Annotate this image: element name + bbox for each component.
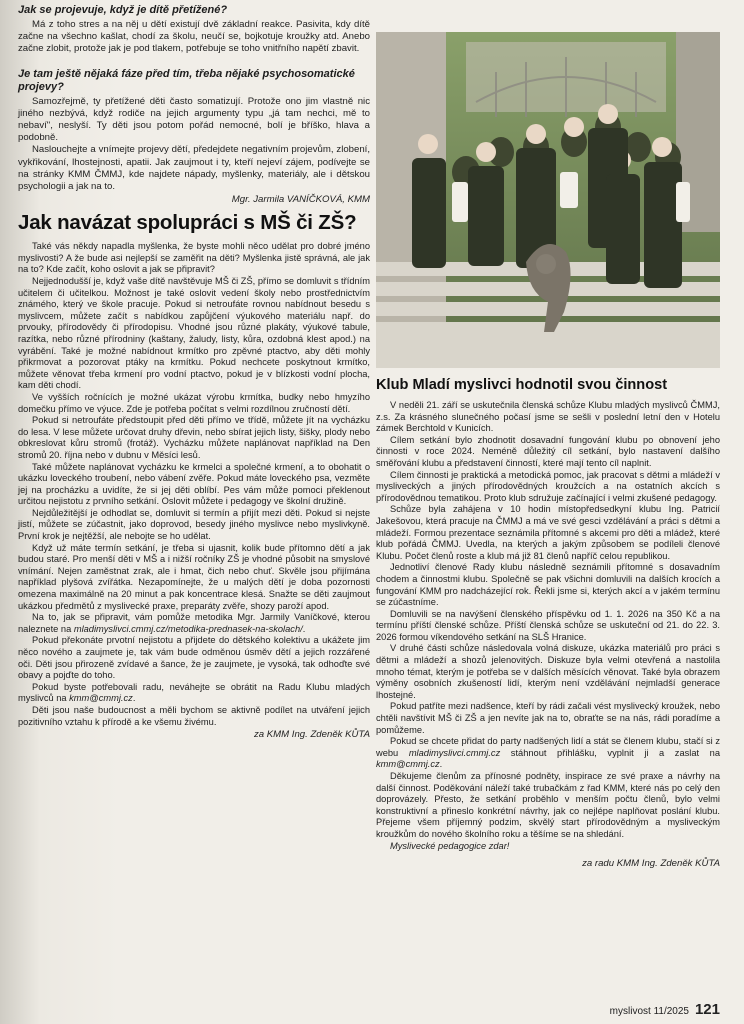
club-paragraph: Domluvili se na navýšení členského příspěvku od 1. 1. 2026 na 350 Kč a na termínu příští členské schůze. Příští členská schůze se uskuteční od 21. do 22. 3. 2026 formou víkendového setkání na SLŠ Hranice. <box>376 608 720 642</box>
club-paragraph: Cílem setkání bylo zhodnotit dosavadní fungování klubu po obnovení jeho činnosti v roce 2024. Neméně důležitý cíl setkání, bylo nastavení dalšího směřování klubu a představení činností, které mají tento cíl naplnit. <box>376 434 720 468</box>
page-number: 121 <box>694 1001 720 1018</box>
article-paragraph <box>18 612 370 635</box>
club-paragraph: Schůze byla zahájena v 10 hodin místopředsedkyní klubu Ing. Patricií Jakešovou, která pracuje na ČMMJ a má ve své gesci vzdělávání a práci s dětmi a mládeží. Formou prezentace seznámila přítomné s akcemi pro děti a mládež, které klub pořádá ČMMJ. Uvedla, na kterých a jakým způsobem se podíleli členové Klubu. Počet členů roste a klub má již 81 členů napříč celou republikou. <box>376 504 720 561</box>
left-column <box>18 0 370 1024</box>
methodology-link[interactable]: mladimyslivci.cmmj.cz/metodika-prednasek-na-skolach/ <box>73 623 303 634</box>
interview-signature: Mgr. Jarmila VANÍČKOVÁ, KMM <box>231 194 370 206</box>
club-closing: Myslivecké pedagogice zdar! <box>390 840 510 851</box>
interview-answer-3: Naslouchejte a vnímejte projevy dětí, předejdete negativním projevům, zlobení, vykřikování, lhostejnosti, apatii. Jak zaujmout i ty, kteří nejeví zájem, podívejte se na stránky KMM ČMMJ, kde najdete nápady, myšlenky, materiály, ale i dětskou psychologii a jak na to. <box>18 144 370 193</box>
text-run: stáhnout přihlášku, vyplnit ji a zaslat na <box>500 747 720 758</box>
club-paragraph: V neděli 21. září se uskutečnila členská schůze Klubu mladých myslivců ČMMJ, z.s. Za krásného slunečného počasí jsme se sešli v poslední letní den v Hotelu zámek Berchtold v Kunicích. <box>376 400 720 434</box>
club-paragraph: Jednotliví členové Rady klubu následně seznámili přítomné s dosavadním chodem a činnostmi klubu. Společně se pak všichni domluvili na dalších krocích a fungování KMM pro nadcházející rok. Řekli jsme si, kterých akcí a v jakém termínu se zúčastníme. <box>376 562 720 608</box>
interview-question-2: Je tam ještě nějaká fáze před tím, třeba nějaké psychosomatické projevy? <box>18 67 355 93</box>
group-photo-illustration <box>376 32 720 368</box>
website-link[interactable]: mladimyslivci.cmmj.cz <box>408 747 501 758</box>
group-photo <box>376 32 720 368</box>
text-run: Pokud byste potřebovali radu, neváhejte se obrátit na Radu Klubu mladých myslivců na <box>18 681 370 704</box>
article-paragraph: Děti jsou naše budoucnost a měli bychom se aktivně podílet na utváření jejich pozitivního vztahu k přírodě a ke všemu živému. <box>18 704 370 727</box>
club-paragraph: Pokud patříte mezi nadšence, kteří by rádi začali vést myslivecký kroužek, nebo chtěli navštívit MŠ či ZŠ a jen nevíte jak na to, obraťte se na nás, rádi poradíme a pomůžeme. <box>376 701 720 735</box>
text-run: Na to, jak se připravit, vám pomůže metodika Mgr. Jarmily Vaníčkové, kterou naleznete na <box>18 612 370 634</box>
club-paragraph: Cílem činnosti je praktická a metodická pomoc, jak pracovat s dětmi a mládeží v mysliveckých a jiných přírodovědných kroužcích a na ostatních akcích s přírodovědnou tematikou. Proto klub sdružuje začínající i velmi zkušené pedagogy. <box>376 469 720 503</box>
article-paragraph <box>18 682 370 705</box>
club-paragraph: Děkujeme členům za přínosné podněty, inspirace ze své praxe a návrhy na další činnost. Poděkování náleží také trubačkám z řad KMM, které nás po celý den doprovázely. Přesto, že setkání proběhlo v menším počtu členů, bylo velmi konstruktivní a přineslo konkrétní návrhy, jak co nejlépe naplňovat poslání klubu. Přejeme všem příjemný podzim, skvělý start přírodovědným a mysliveckým kroužkům do nového školního roku a těšíme se na shledání. <box>376 771 720 839</box>
article-headline: Jak navázat spolupráci s MŠ či ZŠ? <box>18 211 357 235</box>
text-run: . <box>302 623 306 634</box>
article-paragraph: Ve vyšších ročnících je možné ukázat výrobu krmítka, budky nebo hmyzího domečku přímo ve výuce. Zde je potřeba počítat s velmi rozdílnou zručností dětí. <box>18 391 370 414</box>
article-paragraph: Nejdůležitější je odhodlat se, domluvit si termín a přijít mezi děti. Pokud si nejste jistí, můžete se zúčastnit, jako doprovod, besedy jiného myslivce nebo myslivkyně. První krok je nejtěžší, ale nebojte se ho udělat. <box>18 507 370 542</box>
article-paragraph: Pokud překonáte prvotní nejistotu a přijdete do dětského kolektivu a ukážete jim něco nového a zaujmete je, tak vám bude odměnou úsměv dětí a jejich rozzářené oči. Děti jsou přirozeně zvídavé a šance, že je zaujmete, je vysoká, tak odhoďte své obavy a pojďte do toho. <box>18 635 370 681</box>
club-paragraph <box>376 736 720 771</box>
text-run: . <box>132 693 136 704</box>
text-run: . <box>439 759 443 770</box>
email-link[interactable]: kmm@cmmj.cz <box>376 759 440 770</box>
email-link[interactable]: kmm@cmmj.cz <box>69 693 133 704</box>
right-column <box>376 32 720 1024</box>
article-paragraph: Také můžete naplánovat vycházku ke krmelci a společné krmení, a to obohatit o ukázku loveckého troubení, nebo vábení zvěře. Pokud máte loveckého psa, vezměte jej na procházku a uvidíte, že si jej děti oblíbí. Pes vám může pomoci překlenout určitou nejistotu z prvního setkání. Oslovit můžete i pedagogy ve školní družině. <box>18 461 370 507</box>
club-headline: Klub Mladí myslivci hodnotil svou činnost <box>376 377 668 393</box>
interview-answer-1: Má z toho stres a na něj u dětí existují dvě základní reakce. Pasivita, kdy dítě začne na všechno kašlat, chodí za školu, neučí se, bojkotuje kroužky atd. Anebo začne zlobit, protože jak je pod tlakem, potřebuje se toho vnitřního napětí zbavit. <box>18 19 370 55</box>
article-paragraph: Pokud si netroufáte předstoupit před děti přímo ve třídě, můžete jít na vycházku do lesa. V lese můžete určovat druhy dřevin, nebo sbírat jejich listy, šišky, plody nebo obkreslovat kůru stromů (frotáž). Vycházku můžete naplánovat například na Den stromů 20. října nebo v dubnu v Měsíci lesů. <box>18 415 370 460</box>
club-signature: za radu KMM Ing. Zdeněk KŮTA <box>582 858 720 870</box>
interview-question-1: Jak se projevuje, když je dítě přetížené? <box>18 4 228 16</box>
text-run: Pokud se chcete přidat do party nadšených lidí a stát se členem klubu, stačí si z webu <box>376 736 720 758</box>
magazine-issue: myslivost 11/2025 <box>609 1006 689 1017</box>
interview-answer-2: Samozřejmě, ty přetížené děti často somatizují. Protože ono jim vlastně nic jiného nezbývá, když rodiče na jejich argumenty typu „já tam nechci, mě to nebaví", neslyší. Ty děti jsou potom pořád nemocné, bolí je bříško, hlava a podobně. <box>18 95 370 144</box>
article-paragraph: Nejjednodušší je, když vaše dítě navštěvuje MŠ či ZŠ, přímo se domluvit s třídním učitelem či učitelkou. Možnost je také oslovit vedení školy nebo prostřednictvím známého, který ve škole pracuje. Pokud si netroufáte rovnou nabídnout besedu s myslivcem, můžete začít s nabídkou zapůjčení výukového materiálu např. do prvouky, přírodovědy či přírodopisu. Vhodné jsou různé plakáty, výukové tabule, razítka, nebo různé přírodniny (kaštany, žaludy, listy, kůra, ozdobná klest apod.) na vyrábění. Také je možné nabídnout krmítko pro zpěvné ptactvo, aby děti mohly přikrmovat a pozorovat ptáky na krmítku. Pokud nechcete poskytnout krmítko, můžete věnovat třeba krmení pro vodní ptactvo, pokud je v blízkosti vodní plocha, kam děti chodí. <box>18 276 370 391</box>
club-paragraph: V druhé části schůze následovala volná diskuze, ukázka materiálů pro práci s dětmi a mládeží a shozů jelenovitých. Diskuze byla velmi otevřená a nastolila mnoho témat, kterým je potřeba se v dalších měsících věnovat. Také byla obrazem výměny osobních zkušeností lidí, kterým není vzdělávání nejmladší generace lhostejné. <box>376 643 720 700</box>
page-footer <box>610 1001 720 1018</box>
article-signature: za KMM Ing. Zdeněk KŮTA <box>253 729 370 741</box>
article-paragraph: Když už máte termín setkání, je třeba si ujasnit, kolik bude přítomno dětí a jak budou staré. Pro menší děti v MŠ a i nižší ročníky ZŠ je vhodné působit na smyslové vnímání. Nejen zaměstnat zrak, ale i hmat, čich nebo chuť. Skvěle jsou přijímána například plyšová zvířátka. Nezapomínejte, že u malých dětí je doba pozornosti omezena maximálně na 20 minut a pak koncentrace klesá. Snažte se děti zaujmout ukázkou předmětů z myslivecké praxe, preparáty zvěře, shozy paroží apod. <box>18 542 370 611</box>
article-paragraph: Také vás někdy napadla myšlenka, že byste mohli něco udělat pro dobré jméno myslivosti? A že bude asi nejlepší se zaměřit na děti? Myšlenka jistě správná, ale jak na to? Kde začít, koho oslovit a jak se připravit? <box>18 241 370 275</box>
